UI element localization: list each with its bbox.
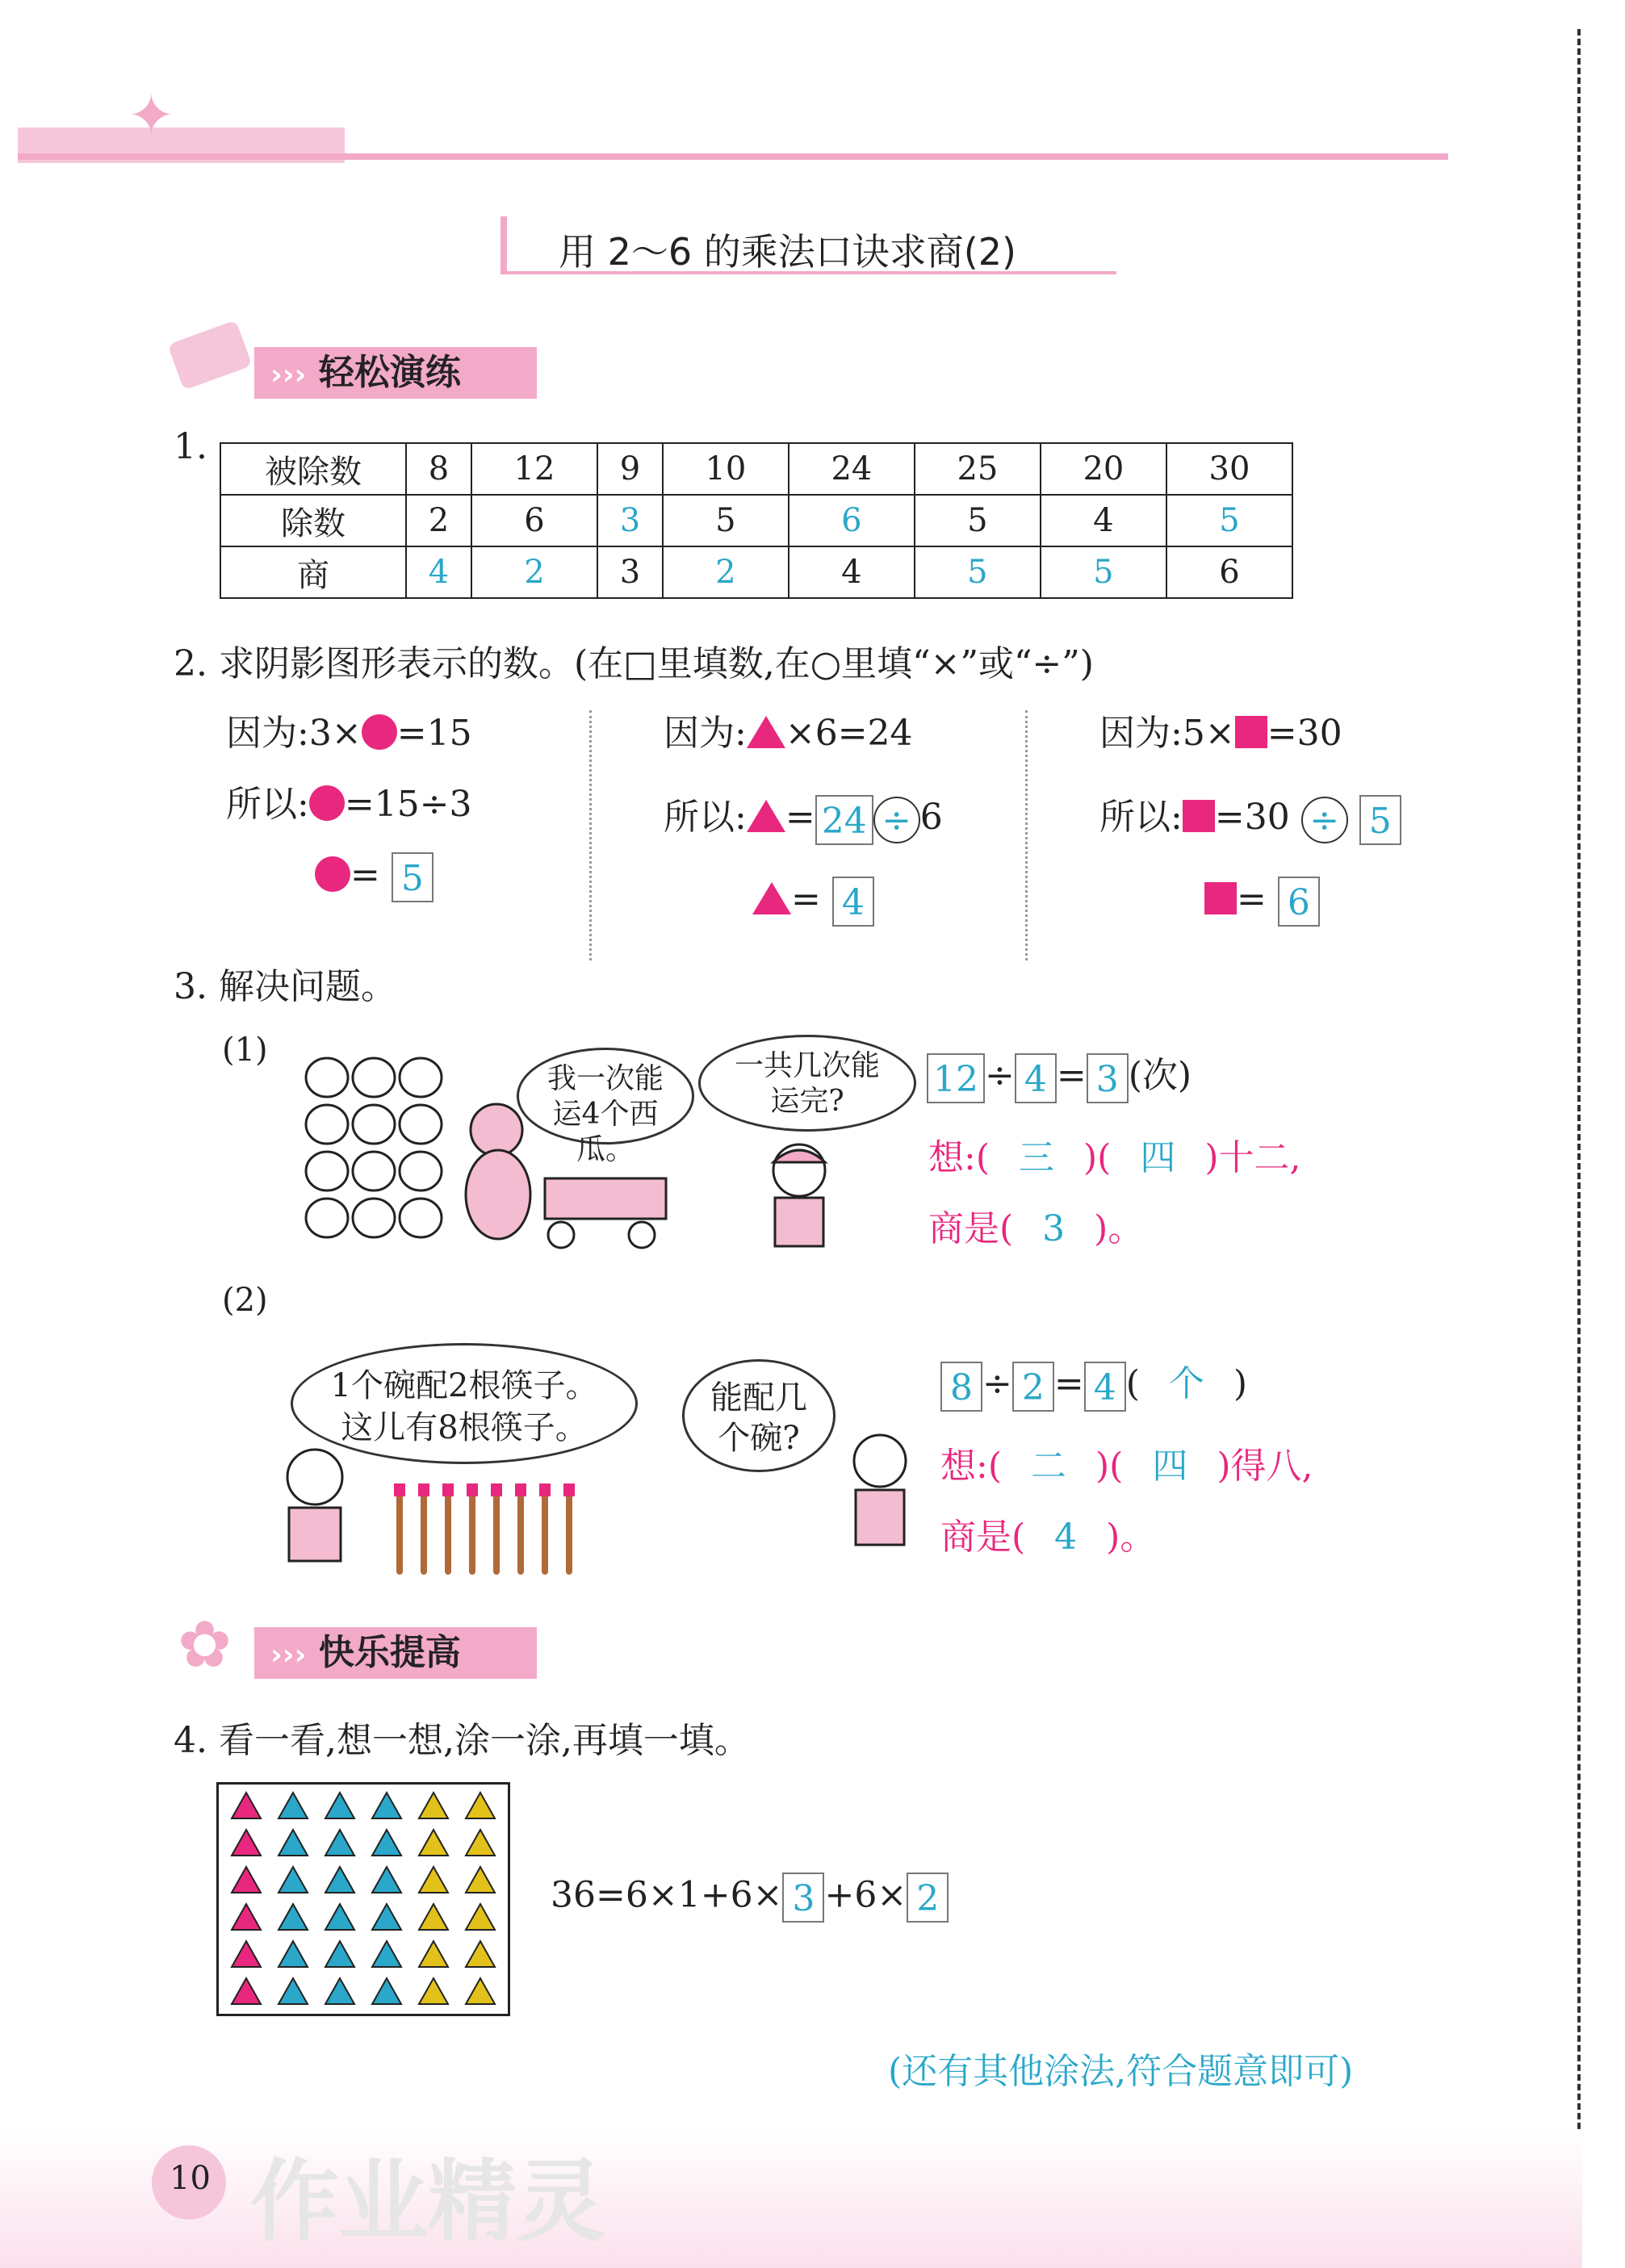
table-cell: 4 — [1041, 495, 1166, 546]
triangle-mark — [372, 1941, 401, 1967]
triangle-mark — [419, 1978, 448, 2004]
triangle-mark — [325, 1978, 354, 2004]
answer-box: 2 — [907, 1873, 949, 1923]
equation-text: 3× — [308, 713, 362, 754]
operator-circle: ÷ — [873, 797, 920, 843]
q3-p2-label: (2) — [222, 1282, 268, 1319]
triangle-mark — [279, 1830, 308, 1856]
so-label: 所以: — [664, 797, 747, 838]
triangle-mark — [325, 1941, 354, 1967]
answer-box: 3 — [1087, 1053, 1129, 1103]
triangle-mark — [232, 1793, 261, 1818]
girl-illustration — [831, 1429, 928, 1550]
pink-triangle-icon — [747, 800, 785, 832]
watermelon-grid — [303, 1053, 448, 1247]
think-text: )得八, — [1217, 1446, 1313, 1487]
triangle-mark — [419, 1904, 448, 1930]
equation-text: = — [350, 854, 380, 896]
boy-speech-bubble: 1个碗配2根筷子。这儿有8根筷子。 — [291, 1343, 638, 1464]
book-icon — [167, 320, 252, 390]
answer-cell: 5 — [915, 546, 1041, 598]
pink-circle-icon — [309, 785, 345, 821]
table-cell: 12 — [471, 443, 597, 495]
triangle-mark — [419, 1830, 448, 1856]
answer-box: 4 — [832, 877, 874, 927]
q2-c1-line1 — [226, 704, 472, 755]
triangle-grid-svg — [219, 1785, 508, 2014]
table-cell: 6 — [1166, 546, 1292, 598]
equation-text: 6 — [919, 797, 943, 838]
section-tab-practice — [254, 347, 537, 399]
answer-text: 3 — [1042, 1208, 1066, 1249]
q3-p2-quotient — [940, 1508, 1155, 1559]
q3-p1-think — [928, 1128, 1301, 1180]
row-label: 商 — [220, 546, 406, 598]
triangle-mark — [466, 1793, 495, 1818]
answer-box: 3 — [782, 1873, 824, 1923]
answer-cell: 2 — [663, 546, 789, 598]
triangle-mark — [372, 1978, 401, 2004]
answer-box: 4 — [1015, 1053, 1057, 1103]
section-title: 快乐提高 — [318, 1632, 461, 1673]
operator: ÷ — [985, 1055, 1015, 1096]
equation-text: = — [791, 878, 821, 920]
table-cell: 2 — [406, 495, 471, 546]
answer-box: 6 — [1278, 877, 1320, 927]
table-cell: 20 — [1041, 443, 1166, 495]
cut-line — [1577, 29, 1581, 2265]
equation-text: =30 — [1214, 797, 1290, 838]
because-label: 因为: — [664, 713, 747, 754]
table-cell: 8 — [406, 443, 471, 495]
section-tab-improve — [254, 1627, 537, 1679]
footer-wave — [0, 2131, 1582, 2268]
table-cell: 30 — [1166, 443, 1292, 495]
triangle-mark — [466, 1904, 495, 1930]
chevrons-icon: ››› — [270, 1638, 307, 1672]
answer-box: 5 — [1359, 795, 1401, 845]
q2-divider — [1025, 710, 1028, 960]
triangle-mark — [279, 1793, 308, 1818]
triangle-mark — [466, 1830, 495, 1856]
operator: = — [1053, 1363, 1084, 1404]
equation-text: =30 — [1267, 713, 1342, 754]
table-cell: 24 — [789, 443, 915, 495]
unit-label: ) — [1233, 1363, 1248, 1404]
page-title: 用 2～6 的乘法口诀求商(2) — [559, 230, 1016, 274]
triangle-mark — [279, 1941, 308, 1967]
equation-text: = — [1237, 878, 1267, 920]
girl-speech-bubble: 能配几个碗? — [682, 1359, 836, 1472]
answer-text: 个 — [1168, 1363, 1204, 1404]
watermark: 作业精灵 — [250, 2150, 605, 2253]
pink-triangle-icon — [747, 716, 785, 748]
q2-c2-line3 — [752, 877, 874, 927]
equation-text: =15 — [396, 713, 472, 754]
answer-cell: 3 — [597, 495, 663, 546]
triangle-mark — [325, 1904, 354, 1930]
pink-square-icon — [1235, 716, 1267, 748]
so-label: 所以: — [1099, 797, 1183, 838]
q3-p2-equation — [940, 1354, 1247, 1412]
section-title: 轻松演练 — [318, 352, 461, 393]
boy-illustration — [743, 1138, 856, 1251]
triangle-mark — [232, 1941, 261, 1967]
q4-equation — [551, 1873, 949, 1923]
pink-triangle-icon — [752, 882, 791, 914]
equation-text: +6× — [824, 1874, 907, 1916]
triangle-mark — [419, 1941, 448, 1967]
table-cell: 25 — [915, 443, 1041, 495]
triangle-mark — [279, 1904, 308, 1930]
flower-icon: ✿ — [178, 1607, 232, 1682]
q2-c1-line2 — [226, 775, 472, 826]
triangle-mark — [372, 1904, 401, 1930]
quotient-text: 商是( — [940, 1517, 1026, 1558]
bear-speech-bubble: 我一次能运4个西瓜。 — [517, 1048, 694, 1144]
triangle-mark — [466, 1867, 495, 1893]
think-text: )( — [1095, 1446, 1124, 1487]
answer-text: 4 — [1054, 1517, 1078, 1558]
quotient-text: 商是( — [928, 1208, 1014, 1249]
answer-text: 四 — [1140, 1137, 1176, 1178]
boy-speech-bubble: 一共几次能运完? — [698, 1035, 916, 1132]
q3-p1-quotient — [928, 1199, 1143, 1251]
answer-box: 5 — [392, 852, 433, 902]
row-label: 被除数 — [220, 443, 406, 495]
pink-circle-icon — [362, 714, 397, 750]
triangle-mark — [279, 1867, 308, 1893]
table-row — [220, 546, 1292, 598]
triangle-mark — [466, 1978, 495, 2004]
answer-cell: 2 — [471, 546, 597, 598]
answer-cell: 5 — [1166, 495, 1292, 546]
so-label: 所以: — [226, 784, 309, 825]
think-text: )( — [1083, 1137, 1112, 1178]
pink-square-icon — [1204, 882, 1237, 914]
equation-text: ×6=24 — [785, 713, 913, 754]
q1-table — [220, 442, 1293, 599]
triangle-mark — [232, 1978, 261, 2004]
answer-text: 二 — [1031, 1446, 1066, 1487]
table-cell: 10 — [663, 443, 789, 495]
q3-prompt: 3. 解决问题。 — [174, 966, 396, 1007]
triangle-mark — [325, 1867, 354, 1893]
q2-c3-line2 — [1099, 788, 1401, 845]
table-row — [220, 495, 1292, 546]
answer-cell: 4 — [406, 546, 471, 598]
equation-text: 36=6×1+6× — [551, 1874, 783, 1916]
triangle-mark — [232, 1867, 261, 1893]
q4-note: (还有其他涂法,符合题意即可) — [888, 2051, 1354, 2092]
answer-cell: 5 — [1041, 546, 1166, 598]
pink-square-icon — [1183, 800, 1215, 832]
equation-text: 5× — [1182, 713, 1235, 754]
q2-c3-line3 — [1204, 877, 1320, 927]
q3-p2-think — [940, 1437, 1313, 1488]
triangle-mark — [419, 1867, 448, 1893]
think-text: 想:( — [940, 1446, 1002, 1487]
row-label: 除数 — [220, 495, 406, 546]
triangle-grid — [216, 1782, 510, 2016]
triangle-mark — [325, 1793, 354, 1818]
triangle-mark — [232, 1830, 261, 1856]
answer-box: 2 — [1012, 1362, 1054, 1412]
table-cell: 3 — [597, 546, 663, 598]
q2-c2-line1 — [664, 704, 913, 755]
pink-circle-icon — [315, 856, 350, 892]
boy-illustration — [266, 1445, 363, 1566]
q2-c3-line1 — [1099, 704, 1342, 755]
triangle-mark — [372, 1830, 401, 1856]
chopsticks-illustration — [387, 1479, 597, 1575]
q4-prompt: 4. 看一看,想一想,涂一涂,再填一填。 — [174, 1720, 750, 1761]
answer-box: 12 — [927, 1053, 985, 1103]
table-cell: 4 — [789, 546, 915, 598]
answer-cell: 6 — [789, 495, 915, 546]
q2-c2-line2 — [664, 788, 943, 845]
page-number: 10 — [170, 2160, 211, 2197]
answer-box: 4 — [1084, 1362, 1126, 1412]
unit-label: (次) — [1128, 1055, 1192, 1096]
triangle-mark — [372, 1793, 401, 1818]
answer-text: 三 — [1019, 1137, 1054, 1178]
q3-p1-equation — [927, 1046, 1192, 1103]
q2-prompt: 2. 求阴影图形表示的数。(在□里填数,在○里填“×”或“÷”) — [174, 643, 1094, 684]
operator: ÷ — [982, 1363, 1012, 1404]
table-cell: 5 — [915, 495, 1041, 546]
because-label: 因为: — [226, 713, 309, 754]
header-star-icon: ✦ — [128, 82, 175, 149]
table-row — [220, 443, 1292, 495]
triangle-mark — [325, 1830, 354, 1856]
q1-number: 1. — [174, 426, 207, 467]
equation-text: =15÷3 — [344, 784, 472, 825]
quotient-text: )。 — [1106, 1517, 1156, 1558]
answer-box: 8 — [940, 1362, 982, 1412]
quotient-text: )。 — [1094, 1208, 1144, 1249]
answer-box: 24 — [815, 795, 873, 845]
table-cell: 9 — [597, 443, 663, 495]
table-cell: 6 — [471, 495, 597, 546]
equation-text: = — [785, 797, 815, 838]
table-cell: 5 — [663, 495, 789, 546]
triangle-mark — [279, 1978, 308, 2004]
q2-c1-line3 — [315, 852, 433, 902]
q2-divider — [589, 710, 592, 960]
triangle-mark — [372, 1867, 401, 1893]
triangle-mark — [419, 1793, 448, 1818]
operator-circle: ÷ — [1301, 797, 1348, 843]
answer-text: 四 — [1152, 1446, 1188, 1487]
because-label: 因为: — [1099, 713, 1183, 754]
header-rule — [18, 153, 1448, 160]
triangle-mark — [232, 1904, 261, 1930]
operator: = — [1056, 1055, 1087, 1096]
think-text: )十二, — [1204, 1137, 1301, 1178]
chevrons-icon: ››› — [270, 358, 307, 391]
think-text: 想:( — [928, 1137, 990, 1178]
q3-p1-label: (1) — [222, 1031, 268, 1069]
triangle-mark — [466, 1941, 495, 1967]
unit-label: ( — [1125, 1363, 1140, 1404]
